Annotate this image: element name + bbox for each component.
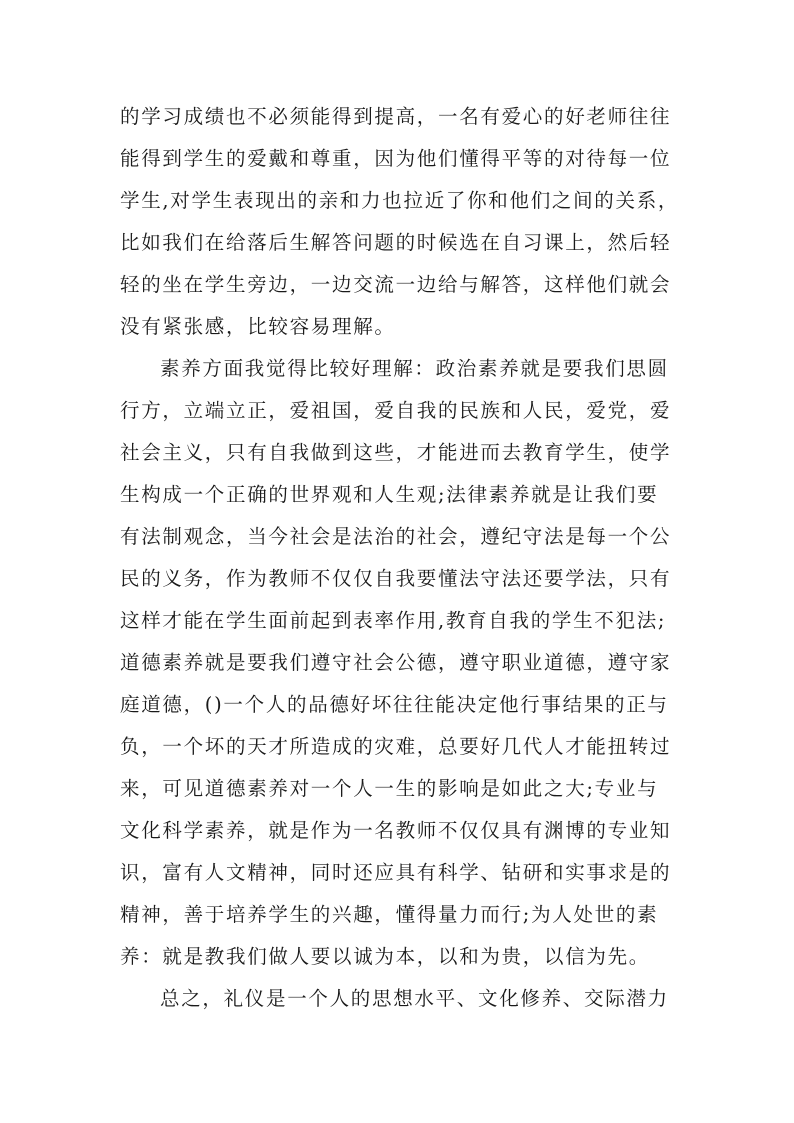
text-line: 能得到学生的爱戴和尊重，因为他们懂得平等的对待每一位 (120, 147, 672, 170)
text-line: 负，一个坏的天才所造成的灾难，总要好几代人才能扭转过 (120, 735, 672, 758)
text-line: 养：就是教我们做人要以诚为本，以和为贵，以信为先。 (120, 945, 651, 968)
body-text (120, 96, 720, 1020)
text-line: 来，可见道德素养对一个人一生的影响是如此之大;专业与 (120, 777, 659, 800)
text-line: 的学习成绩也不必须能得到提高，一名有爱心的好老师往往 (120, 105, 672, 128)
text-line: 识，富有人文精神，同时还应具有科学、钻研和实事求是的 (120, 861, 672, 884)
text-line: 这样才能在学生面前起到表率作用,教育自我的学生不犯法; (120, 609, 667, 632)
text-line: 没有紧张感，比较容易理解。 (120, 315, 396, 338)
text-line: 庭道德，()一个人的品德好坏往往能决定他行事结果的正与 (120, 693, 669, 716)
text-line: 民的义务，作为教师不仅仅自我要懂法守法还要学法，只有 (120, 567, 672, 590)
paragraph-start-line: 素养方面我觉得比较好理解：政治素养就是要我们思圆 (160, 357, 669, 380)
text-line: 社会主义，只有自我做到这些，才能进而去教育学生，使学 (120, 441, 672, 464)
text-line: 道德素养就是要我们遵守社会公德，遵守职业道德，遵守家 (120, 651, 672, 674)
text-line: 文化科学素养，就是作为一名教师不仅仅具有渊博的专业知 (120, 819, 672, 842)
text-line: 轻的坐在学生旁边，一边交流一边给与解答，这样他们就会 (120, 273, 672, 296)
text-line: 学生,对学生表现出的亲和力也拉近了你和他们之间的关系， (120, 189, 680, 212)
text-line: 生构成一个正确的世界观和人生观;法律素养就是让我们要 (120, 483, 659, 506)
text-line: 精神，善于培养学生的兴趣，懂得量力而行;为人处世的素 (120, 903, 659, 926)
text-line: 比如我们在给落后生解答问题的时候选在自习课上，然后轻 (120, 231, 672, 254)
text-line: 行方，立端立正，爱祖国，爱自我的民族和人民，爱党，爱 (120, 399, 672, 422)
text-line: 有法制观念，当今社会是法治的社会，遵纪守法是每一个公 (120, 525, 672, 548)
paragraph-start-line: 总之，礼仪是一个人的思想水平、文化修养、交际潜力 (160, 987, 669, 1010)
